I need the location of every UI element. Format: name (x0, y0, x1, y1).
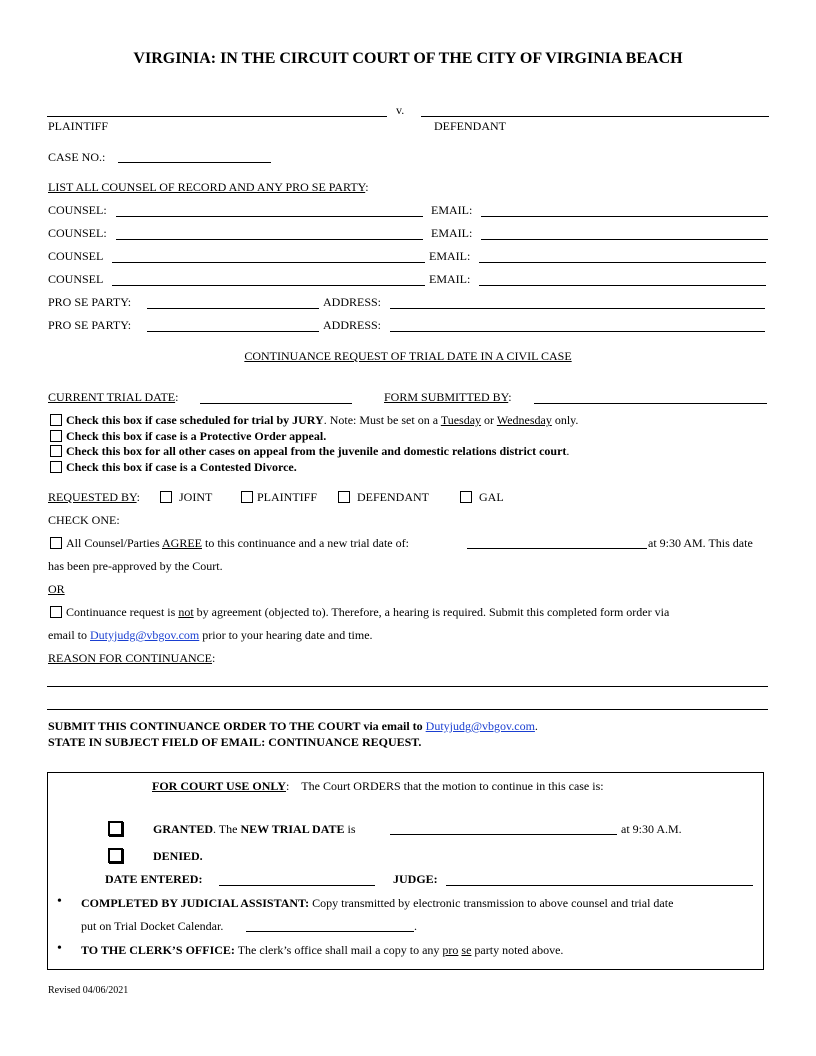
defendant-line[interactable] (421, 116, 769, 117)
email-label-4: EMAIL: (429, 272, 471, 286)
assistant-end: . (414, 919, 417, 933)
counsel-heading-colon: : (365, 180, 369, 194)
counsel-heading-text: LIST ALL COUNSEL OF RECORD AND ANY PRO SE PARTY (48, 180, 366, 194)
granted-text-row (153, 822, 356, 837)
protective-checkbox[interactable] (50, 430, 62, 442)
counsel-label-2: COUNSEL: (48, 226, 107, 240)
hearing-text: prior to your hearing date and time. (199, 628, 373, 642)
submit-line2: STATE IN SUBJECT FIELD OF EMAIL: CONTINUANCE REQUEST. (48, 735, 422, 749)
not-agree-text-a: Continuance request is (66, 605, 179, 619)
requested-by-label (48, 490, 140, 505)
email-line-4[interactable] (479, 285, 766, 286)
email-line-3[interactable] (479, 262, 766, 263)
protective-check-row (50, 429, 326, 444)
versus: v. (396, 103, 405, 117)
court-new-trial-line[interactable] (390, 834, 617, 835)
for-court-use-label: FOR COURT USE ONLY (152, 779, 286, 793)
is-text: is (344, 822, 356, 836)
clerk-pro: pro (442, 943, 459, 957)
denied-label: DENIED. (153, 849, 203, 863)
jury-tuesday: Tuesday (440, 413, 482, 427)
defendant-checkbox[interactable] (338, 491, 350, 503)
court-at-time: at 9:30 A.M. (621, 822, 682, 836)
counsel-line-3[interactable] (112, 262, 425, 263)
submit-period: . (534, 719, 538, 733)
or-label: OR (48, 582, 65, 596)
address-line-2[interactable] (390, 331, 765, 332)
jury-text: Check this box if case scheduled for trial by JURY (66, 413, 324, 427)
form-submitted-label: FORM SUBMITTED BY: (384, 390, 512, 404)
agree-text-b: to this continuance and a new trial date of: (202, 536, 409, 550)
requested-joint (160, 490, 212, 505)
assistant-line1 (81, 896, 673, 911)
pro-se-label-2: PRO SE PARTY: (48, 318, 132, 332)
appeal-end: . (566, 444, 570, 458)
pro-se-line-1[interactable] (147, 308, 319, 309)
court-orders-text: The Court ORDERS that the motion to continue in this case is: (301, 779, 604, 793)
divorce-checkbox[interactable] (50, 461, 62, 473)
plaintiff-label: PLAINTIFF (48, 119, 109, 133)
not-word: not (178, 605, 194, 619)
gal-label: GAL (479, 490, 504, 504)
email-line-1[interactable] (481, 216, 768, 217)
denied-checkbox[interactable] (108, 848, 123, 863)
granted-checkbox[interactable] (108, 821, 123, 836)
jury-or: or (481, 413, 497, 427)
email-to-text: email to (48, 628, 90, 642)
appeal-check-row (50, 444, 569, 459)
requested-plaintiff (241, 490, 317, 505)
divorce-text: Check this box if case is a Contested Divorce. (66, 460, 297, 474)
date-entered-label: DATE ENTERED: (105, 872, 203, 886)
counsel-line-2[interactable] (116, 239, 423, 240)
reason-label (48, 651, 215, 666)
jury-check-row (50, 413, 578, 428)
clerk-se: se (461, 943, 472, 957)
reason-line-2[interactable] (47, 709, 768, 710)
submit-email-link[interactable]: Dutyjudg@vbgov.com (425, 719, 535, 733)
bullet-2: • (57, 941, 62, 956)
counsel-label-4: COUNSEL (48, 272, 104, 286)
granted-label: GRANTED (153, 822, 214, 836)
email-label-3: EMAIL: (429, 249, 471, 263)
defendant-option-label: DEFENDANT (357, 490, 429, 504)
appeal-text: Check this box for all other cases on appeal from the juvenile and domestic relations district court (66, 444, 567, 458)
email-label-2: EMAIL: (431, 226, 473, 240)
joint-label: JOINT (179, 490, 213, 504)
new-trial-date-line[interactable] (467, 548, 647, 549)
date-entered-line[interactable] (219, 885, 375, 886)
judge-label: JUDGE: (393, 872, 438, 886)
duty-judge-email-link[interactable]: Dutyjudg@vbgov.com (90, 628, 200, 642)
granted-row (108, 821, 123, 838)
revised-date: Revised 04/06/2021 (48, 985, 129, 996)
not-agree-checkbox[interactable] (50, 606, 62, 618)
jury-checkbox[interactable] (50, 414, 62, 426)
assistant-line2: put on Trial Docket Calendar. (81, 919, 224, 933)
docket-calendar-line[interactable] (246, 931, 414, 932)
check-one-label: CHECK ONE: (48, 513, 120, 527)
plaintiff-option-label: PLAINTIFF (257, 490, 318, 504)
counsel-line-4[interactable] (112, 285, 425, 286)
reason-text: REASON FOR CONTINUANCE (48, 651, 213, 665)
address-label-1: ADDRESS: (323, 295, 382, 309)
denied-row (108, 848, 123, 865)
email-line-2[interactable] (481, 239, 768, 240)
pro-se-label-1: PRO SE PARTY: (48, 295, 132, 309)
requested-by-text: REQUESTED BY (48, 490, 137, 504)
court-use-box (47, 772, 764, 970)
agree-text-a: All Counsel/Parties (66, 536, 162, 550)
for-court-colon: : (285, 779, 290, 793)
agree-time: at 9:30 AM. This date (648, 536, 753, 550)
requested-defendant (338, 490, 429, 505)
case-no-label: CASE NO.: (48, 150, 106, 164)
submit-text: SUBMIT THIS CONTINUANCE ORDER TO THE COURT via email to (48, 719, 426, 733)
divorce-check-row (50, 460, 297, 475)
bullet-1: • (57, 894, 62, 909)
joint-checkbox[interactable] (160, 491, 172, 503)
address-label-2: ADDRESS: (323, 318, 382, 332)
form-subtitle: CONTINUANCE REQUEST OF TRIAL DATE IN A CIVIL CASE (244, 349, 572, 363)
appeal-checkbox[interactable] (50, 445, 62, 457)
protective-text: Check this box if case is a Protective Order appeal. (66, 429, 327, 443)
jury-note: . Note: Must be set on a (323, 413, 441, 427)
counsel-line-1[interactable] (116, 216, 423, 217)
form-submitted-line[interactable] (534, 403, 767, 404)
gal-checkbox[interactable] (460, 491, 472, 503)
assistant-text: Copy transmitted by electronic transmission to above counsel and trial date (309, 896, 674, 910)
defendant-label: DEFENDANT (434, 119, 506, 133)
plaintiff-line[interactable] (47, 116, 387, 117)
not-agree-text-b: by agreement (objected to). Therefore, a hearing is required. Submit this completed form order via (193, 605, 670, 619)
form-submitted-text: FORM SUBMITTED BY (384, 390, 509, 404)
jury-only: only. (551, 413, 579, 427)
requested-gal (460, 490, 504, 505)
current-trial-date-label: CURRENT TRIAL DATE: (48, 390, 179, 404)
new-trial-date-label: NEW TRIAL DATE (240, 822, 345, 836)
clerk-text-a: The clerk’s office shall mail a copy to any (234, 943, 443, 957)
counsel-label-3: COUNSEL (48, 249, 104, 263)
requested-by-colon: : (136, 490, 140, 504)
not-agree-row (50, 605, 669, 620)
clerk-label: TO THE CLERK’S OFFICE: (81, 943, 235, 957)
agree-line2: has been pre-approved by the Court. (48, 559, 223, 573)
judge-line[interactable] (446, 885, 753, 886)
email-label-1: EMAIL: (431, 203, 473, 217)
current-trial-date-text: CURRENT TRIAL DATE (48, 390, 176, 404)
current-trial-date-line[interactable] (200, 403, 352, 404)
reason-line-1[interactable] (47, 686, 768, 687)
plaintiff-checkbox[interactable] (241, 491, 253, 503)
agree-word: AGREE (162, 536, 202, 550)
reason-colon: : (212, 651, 216, 665)
assistant-label: COMPLETED BY JUDICIAL ASSISTANT: (81, 896, 310, 910)
jury-wednesday: Wednesday (496, 413, 552, 427)
address-line-1[interactable] (390, 308, 765, 309)
page-title: VIRGINIA: IN THE CIRCUIT COURT OF THE CITY OF VIRGINIA BEACH (133, 50, 683, 67)
court-header (152, 779, 604, 794)
not-agree-line2 (48, 628, 373, 643)
counsel-label-1: COUNSEL: (48, 203, 107, 217)
agree-checkbox[interactable] (50, 537, 62, 549)
clerk-line (81, 943, 563, 958)
counsel-heading (48, 180, 369, 195)
clerk-text-b: party noted above. (471, 943, 564, 957)
case-no-line[interactable] (118, 162, 271, 163)
submit-line1 (48, 719, 538, 734)
pro-se-line-2[interactable] (147, 331, 319, 332)
granted-dot: . The (213, 822, 241, 836)
agree-row (50, 536, 409, 551)
